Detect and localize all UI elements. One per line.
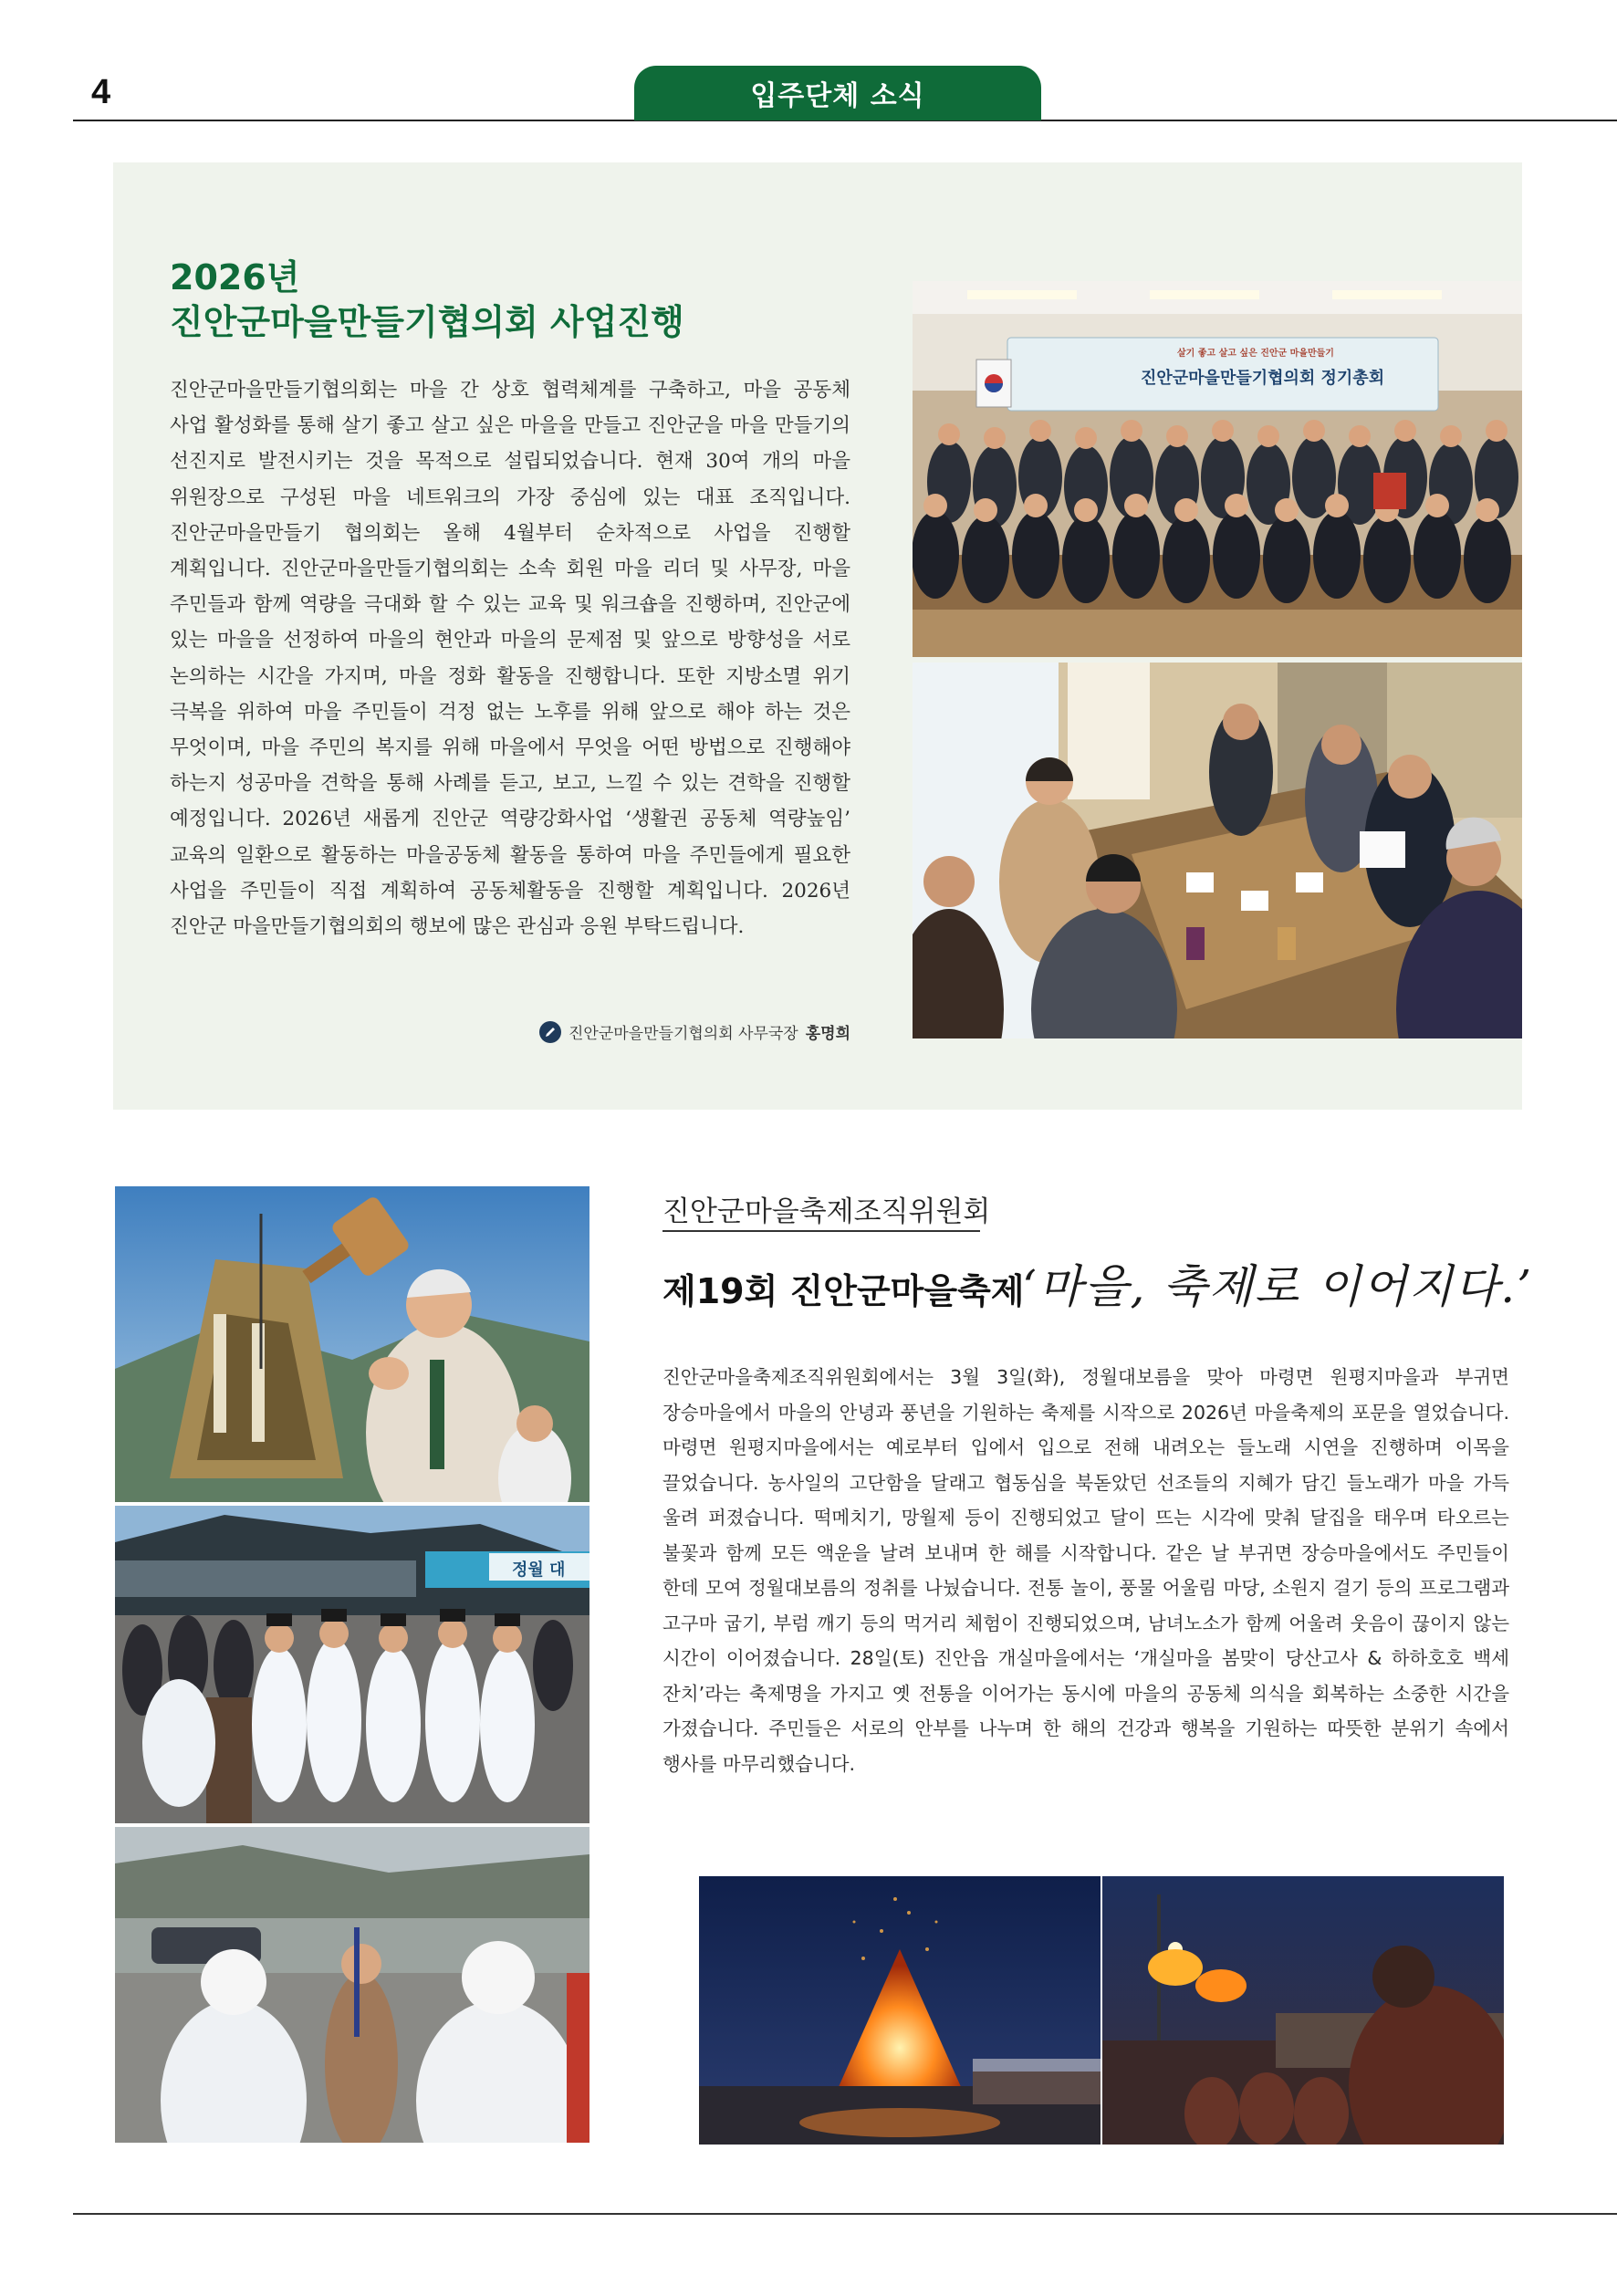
festival-slogan: ‘마을, 축제로 이어지다.’ [1022,1260,1534,1313]
photo-ritual-ceremony [115,1506,589,1823]
photo-torches [1102,1876,1504,2145]
photo-general-assembly [913,281,1522,657]
section-tab: 입주단체 소식 [634,66,1041,120]
photo-rice-cake-pounding [115,1186,589,1502]
article-council-panel [113,162,1522,1110]
festival-org-name: 진안군마을축제조직위원회 [662,1195,991,1228]
festival-body: 진안군마을축제조직위원회에서는 3월 3일(화), 정월대보름을 맞아 마령면 원평지마을과 부귀면 장승마을에서 마을의 안녕과 풍년을 기원하는 축제를 시작으로 2026년 마을축제의 포문을 열었습니다. 마령면 원평지마을에서는 예로부터 입에서 입으로 전해 내려오는 들노래 시연을 진행하며 이목을 끌었습니다. 농사일의 고단함을 달래고 협동심을 북돋았던 선조들의 지혜가 담긴 들노래가 마을 가득 울려 퍼졌습니다. 떡메치기, 망월제 등이 진행되었고 달이 뜨는 시각에 맞춰 달집을 태우며 타오르는 불꽃과 함께 모든 액운을 날려 보내며 한 해를 시작합니다. 같은 날 부귀면 장승마을에서도 주민들이 한데 모여 정월대보름의 정취를 나눴습니다. 전통 놀이, 풍물 어울림 마당, 소원지 걸기 등의 프로그램과 고구마 굽기, 부럼 깨기 등의 먹거리 체험이 진행되었으며, 남녀노소가 함께 어울려 웃음이 끊이지 않는 시간이 이어졌습니다. 28일(토) 진안읍 개실마을에서는 ‘개실마을 봄맞이 당산고사 & 하하호호 백세 잔치’라는 축제명을 가지고 옛 전통을 이어가는 동시에 마을의 공동체 의식을 회복하는 소중한 시간을 가졌습니다. 주민들은 서로의 안부를 나누며 한 해의 건강과 행복을 기원하는 따뜻한 분위기 속에서 행사를 마무리했습니다. [662,1366,1509,1775]
signature-name: 홍명희 [805,1025,850,1043]
footer-rule [73,2213,1617,2215]
article-title-year: 2026년 [170,257,300,297]
org-name-underline [662,1230,980,1232]
festival-title: 제19회 진안군마을축제 [662,1271,1025,1311]
article-signature [539,1020,850,1043]
photo-council-meeting [913,663,1522,1038]
photo-banner-subtitle: 살기 좋고 살고 싶은 진안군 마을만들기 [1177,349,1334,359]
photo-field-song [115,1827,589,2143]
photo-sign-text: 정월 대 [512,1560,566,1580]
article-title: 진안군마을만들기협의회 사업진행 [170,302,684,342]
article-body: 진안군마을만들기협의회는 마을 간 상호 협력체계를 구축하고, 마을 공동체 사업 활성화를 통해 살기 좋고 살고 싶은 마을을 만들고 진안군을 마을 만들기의 선진지로 발전시키는 것을 목적으로 설립되었습니다. 현재 30여 개의 마을 위원장으로 구성된 마을 네트워크의 가장 중심에 있는 대표 조직입니다. 진안군마을만들기 협의회는 올해 4월부터 순차적으로 사업을 진행할 계획입니다. 진안군마을만들기협의회는 소속 회원 마을 리더 및 사무장, 마을 주민들과 함께 역량을 극대화 할 수 있는 교육 및 워크숍을 진행하며, 진안군에 있는 마을을 선정하여 마을의 현안과 마을의 문제점 및 앞으로 방향성을 서로 논의하는 시간을 가지며, 마을 정화 활동을 진행합니다. 또한 지방소멸 위기 극복을 위하여 마을 주민들이 걱정 없는 노후를 위해 앞으로 해야 하는 것은 무엇이며, 마을 주민의 복지를 위해 마을에서 무엇을 어떤 방법으로 진행해야 하는지 성공마을 견학을 통해 사례를 듣고, 보고, 느낄 수 있는 견학을 진행할 예정입니다. 2026년 새롭게 진안군 역량강화사업 ‘생활권 공동체 역량높임’ 교육의 일환으로 활동하는 마을공동체 활동을 통하여 마을 주민들에게 필요한 사업을 주민들이 직접 계획하여 공동체활동을 진행할 계획입니다. 2026년 진안군 마을만들기협의회의 행보에 많은 관심과 응원 부탁드립니다. [170,379,850,939]
photo-banner-title: 진안군마을만들기협의회 정기총회 [1141,369,1385,388]
signature-org: 진안군마을만들기협의회 사무국장 [568,1025,798,1043]
pen-icon [539,1021,561,1043]
page-number: 4 [91,73,111,111]
photo-bonfire [699,1876,1101,2145]
